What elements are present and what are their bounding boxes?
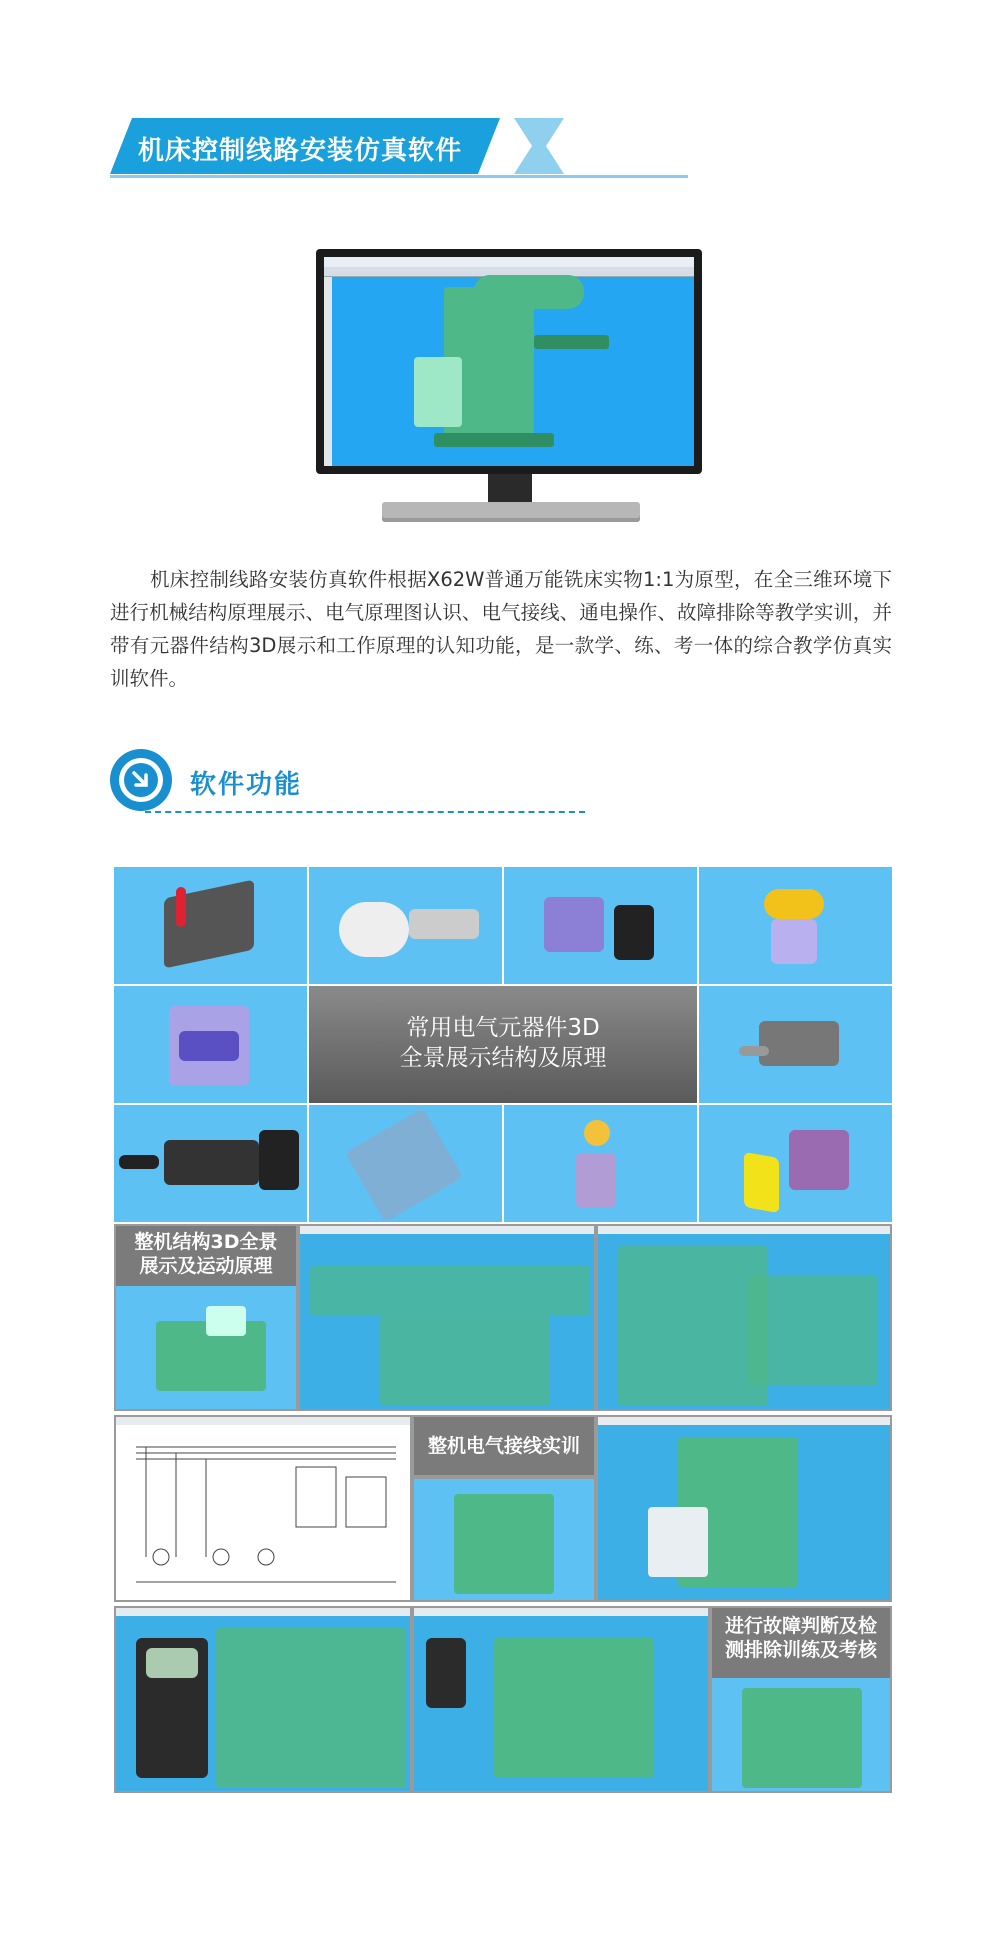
fault-thumbnail bbox=[712, 1678, 890, 1791]
wiring-thumbnail bbox=[414, 1479, 594, 1600]
control-panel bbox=[414, 357, 462, 427]
wiring-screenshot bbox=[598, 1417, 890, 1600]
machine-base bbox=[434, 433, 554, 447]
component-tile-rotary-switch bbox=[114, 1105, 307, 1222]
structure-screenshot-2 bbox=[598, 1226, 890, 1409]
fault-label-line-2: 测排除训练及考核 bbox=[724, 1639, 877, 1661]
wiring-label: 整机电气接线实训 bbox=[414, 1417, 594, 1475]
machine-arm bbox=[474, 275, 584, 309]
window-sidebar bbox=[324, 277, 332, 466]
wiring-row bbox=[114, 1415, 892, 1602]
machine-table bbox=[534, 335, 609, 349]
title-banner bbox=[110, 118, 500, 174]
structure-screenshot-1 bbox=[300, 1226, 594, 1409]
component-tile-contactor bbox=[504, 867, 697, 984]
section-title: 软件功能 bbox=[190, 770, 303, 800]
monitor-stand bbox=[488, 474, 532, 504]
banner-arrow-icon bbox=[502, 118, 564, 174]
caption-line-2: 全景展示结构及原理 bbox=[399, 1045, 607, 1071]
component-tile-drum-switch bbox=[309, 1105, 502, 1222]
component-tile-mechanism bbox=[699, 986, 892, 1103]
component-tile-relay bbox=[114, 986, 307, 1103]
component-tile-limit-switch bbox=[504, 1105, 697, 1222]
structure-thumbnail bbox=[116, 1286, 296, 1409]
title-underline bbox=[110, 175, 688, 178]
page-title: 机床控制线路安装仿真软件 bbox=[138, 136, 463, 166]
fault-screenshot-2 bbox=[414, 1608, 708, 1791]
monitor-base bbox=[382, 502, 640, 522]
structure-row bbox=[114, 1224, 892, 1411]
component-tile-switch bbox=[699, 867, 892, 984]
structure-label-line-2: 展示及运动原理 bbox=[139, 1255, 273, 1277]
fault-row bbox=[114, 1606, 892, 1793]
fault-label bbox=[712, 1608, 890, 1678]
caption-line-1: 常用电气元器件3D bbox=[406, 1015, 600, 1041]
structure-label bbox=[116, 1226, 296, 1286]
center-caption-tile bbox=[309, 986, 697, 1103]
window-titlebar bbox=[324, 257, 694, 267]
component-tile-travel-switch bbox=[699, 1105, 892, 1222]
component-tile-motor bbox=[309, 867, 502, 984]
structure-label-line-1: 整机结构3D全景 bbox=[134, 1231, 278, 1253]
intro-paragraph: 机床控制线路安装仿真软件根据X62W普通万能铣床实物1:1为原型，在全三维环境下进行机械结构原理展示、电气原理图认识、电气接线、通电操作、故障排除等教学实训，并带有元器件结构3D展示和工作原理的认知功能，是一款学、练、考一体的综合教学仿真实训软件。 bbox=[110, 568, 892, 690]
schematic-screenshot bbox=[116, 1417, 410, 1600]
monitor-image bbox=[316, 249, 702, 474]
section-underline bbox=[145, 811, 585, 813]
software-screen bbox=[324, 257, 694, 466]
component-tile-breaker bbox=[114, 867, 307, 984]
arrow-circle-icon bbox=[110, 749, 172, 811]
fault-label-line-1: 进行故障判断及检 bbox=[724, 1615, 877, 1637]
fault-screenshot-1 bbox=[116, 1608, 410, 1791]
